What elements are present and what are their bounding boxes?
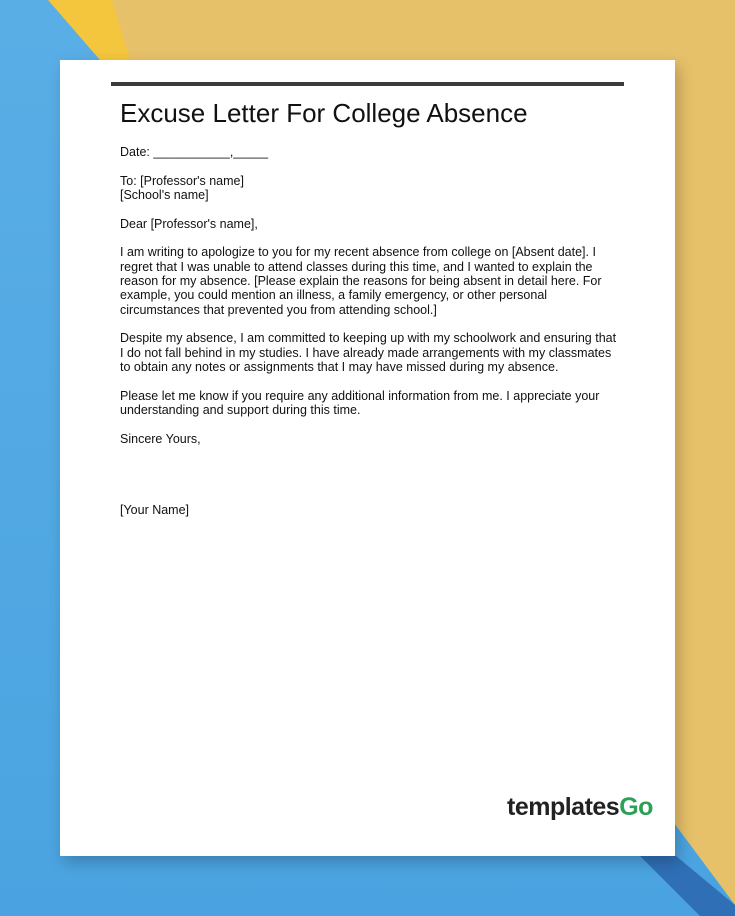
recipient-block — [120, 174, 620, 203]
logo-text-go: Go — [619, 793, 653, 821]
signature-name: [Your Name] — [120, 503, 190, 518]
page-title: Excuse Letter For College Absence — [120, 98, 528, 128]
recipient-school: [School's name] — [120, 188, 209, 202]
date-line: Date: ___________,_____ — [120, 145, 269, 159]
closing-phrase: Sincere Yours, — [120, 431, 201, 446]
signature-space — [120, 460, 620, 503]
letter-page — [60, 60, 675, 856]
greeting: Dear [Professor's name], — [120, 216, 258, 231]
letter-body — [120, 145, 620, 532]
paragraph-commitment: Despite my absence, I am committed to keeping up with my schoolwork and ensuring that I do not fall behind in my studies. I have already made arrangements with my classmates to obtain any notes or assignments that I may have missed during my absence. — [120, 331, 617, 375]
paragraph-closing: Please let me know if you require any additional information from me. I appreciate your understanding and support during this time. — [120, 388, 600, 418]
logo-text-templates: templates — [507, 793, 620, 821]
header-rule — [111, 82, 624, 86]
recipient-name: To: [Professor's name] — [120, 173, 244, 188]
paragraph-intro: I am writing to apologize to you for my recent absence from college on [Absent date]. I regret that I was unable to attend classes during this time, and I wanted to explain the reason for my absence. [Please explain the reasons for being absent in detail here. For example, you could mention an illness, a family emergency, or other personal circumstances that prevented you from attending school.] — [120, 245, 602, 317]
templatesgo-logo — [507, 793, 653, 822]
